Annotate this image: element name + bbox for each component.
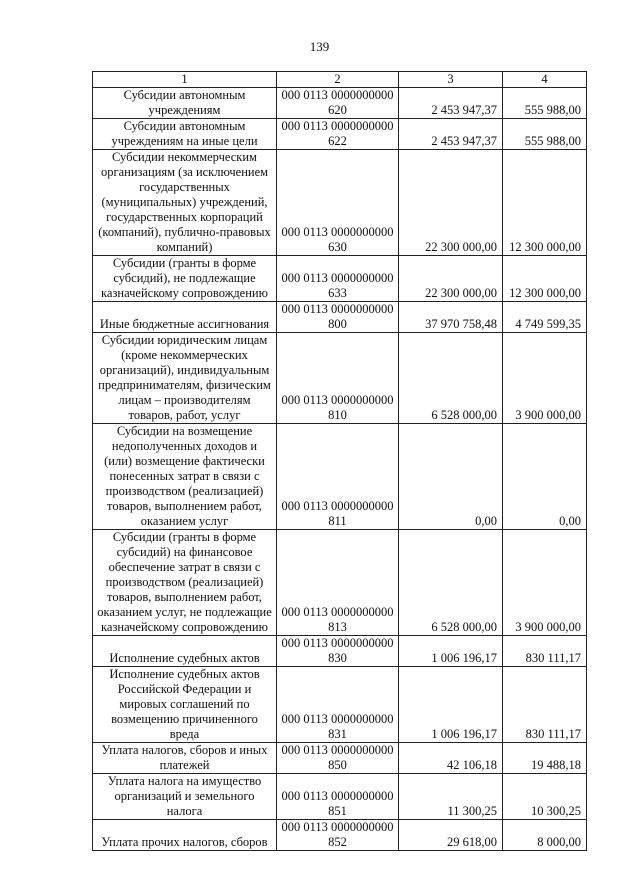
budget-code-line: 813 [328, 620, 347, 634]
table-row [93, 119, 587, 150]
column-header-4: 4 [503, 72, 587, 88]
table-row [93, 530, 587, 636]
budget-code-cell [277, 530, 399, 636]
expense-name-line: Субсидии автономным [123, 88, 246, 102]
budget-code-line: 000 0113 0000000000 [281, 302, 394, 316]
amount-column-3-cell: 2 453 947,37 [399, 119, 503, 150]
budget-code-cell [277, 424, 399, 530]
table-row [93, 302, 587, 333]
expense-name-line: Уплата прочих налогов, сборов [101, 835, 268, 849]
expense-name-line: Иные бюджетные ассигнования [99, 317, 270, 331]
expense-name-cell [93, 119, 277, 150]
expense-name-cell [93, 820, 277, 851]
amount-column-4-cell: 830 111,17 [503, 667, 587, 743]
table-row [93, 256, 587, 302]
expense-name-line: (компаний), публично-правовых [98, 225, 271, 239]
expense-name-line: организаций и земельного [114, 789, 255, 803]
column-header-1: 1 [93, 72, 277, 88]
expense-name-line: Субсидии (гранты в форме [112, 256, 257, 270]
amount-column-3-cell: 1 006 196,17 [399, 636, 503, 667]
table-row [93, 333, 587, 424]
amount-column-3-cell: 37 970 758,48 [399, 302, 503, 333]
budget-code-line: 000 0113 0000000000 [281, 225, 394, 239]
budget-code-cell [277, 774, 399, 820]
expense-name-line: товаров, выполнением работ, [107, 499, 262, 513]
expense-name-line: субсидий) на финансовое [116, 545, 253, 559]
table-header-row [93, 72, 587, 88]
amount-column-4-cell: 12 300 000,00 [503, 256, 587, 302]
budget-code-line: 000 0113 0000000000 [281, 636, 394, 650]
expense-name-line: Российской Федерации и [117, 682, 252, 696]
expense-name-line: государственных [139, 180, 230, 194]
table-row [93, 743, 587, 774]
expense-name-cell [93, 150, 277, 256]
expense-name-line: предпринимателям, физическим [98, 378, 271, 392]
amount-column-4-cell: 10 300,25 [503, 774, 587, 820]
expense-name-line: Субсидии (гранты в форме [112, 530, 257, 544]
expense-name-line: оказанием услуг [140, 514, 229, 528]
expense-name-line: недополученных доходов и [111, 439, 258, 453]
expense-name-cell [93, 333, 277, 424]
budget-code-cell [277, 256, 399, 302]
expense-name-line: производством (реализацией) [105, 484, 264, 498]
expense-name-line: организаций), индивидуальным [99, 363, 270, 377]
expense-name-cell [93, 88, 277, 119]
expense-name-line: обеспечение затрат в связи с [108, 560, 261, 574]
expense-name-line: Уплата налога на имущество [107, 774, 262, 788]
budget-table [92, 71, 587, 851]
expense-name-line: (муниципальных) учреждений, [101, 195, 268, 209]
amount-column-4-cell: 3 900 000,00 [503, 333, 587, 424]
expense-name-line: казначейскому сопровождению [101, 620, 268, 634]
budget-code-cell [277, 667, 399, 743]
expense-name-line: субсидий), не подлежащие [113, 271, 256, 285]
expense-name-line: налога [166, 804, 203, 818]
expense-name-cell [93, 667, 277, 743]
expense-name-line: Субсидии некоммерческим [112, 150, 257, 164]
page-number: 139 [309, 39, 330, 54]
budget-code-line: 811 [328, 514, 347, 528]
budget-code-line: 620 [328, 103, 347, 117]
expense-name-line: оказанием услуг, не подлежащие [97, 605, 272, 619]
expense-name-cell [93, 774, 277, 820]
budget-code-line: 622 [328, 134, 347, 148]
amount-column-3-cell: 29 618,00 [399, 820, 503, 851]
expense-name-cell [93, 424, 277, 530]
expense-name-line: вреда [169, 727, 200, 741]
expense-name-line: учреждениям [148, 103, 221, 117]
budget-code-line: 810 [328, 408, 347, 422]
budget-code-line: 000 0113 0000000000 [281, 119, 394, 133]
expense-name-line: учреждениям на иные цели [111, 134, 258, 148]
expense-name-line: организациям (за исключением [100, 165, 269, 179]
budget-code-line: 000 0113 0000000000 [281, 820, 394, 834]
table-row [93, 667, 587, 743]
column-header-2: 2 [277, 72, 399, 88]
amount-column-3-cell: 6 528 000,00 [399, 333, 503, 424]
table-row [93, 636, 587, 667]
budget-code-line: 000 0113 0000000000 [281, 393, 394, 407]
expense-name-line: понесенных затрат в связи с [109, 469, 260, 483]
expense-name-cell [93, 302, 277, 333]
budget-code-line: 852 [328, 835, 347, 849]
table-row [93, 774, 587, 820]
amount-column-4-cell: 4 749 599,35 [503, 302, 587, 333]
expense-name-line: (или) возмещение фактически [104, 454, 265, 468]
amount-column-4-cell: 19 488,18 [503, 743, 587, 774]
budget-code-cell [277, 150, 399, 256]
budget-code-cell [277, 636, 399, 667]
budget-code-cell [277, 820, 399, 851]
column-header-3: 3 [399, 72, 503, 88]
budget-code-line: 630 [328, 240, 347, 254]
budget-code-line: 000 0113 0000000000 [281, 789, 394, 803]
expense-name-cell [93, 256, 277, 302]
budget-code-cell [277, 119, 399, 150]
budget-code-line: 830 [328, 651, 347, 665]
table-row [93, 820, 587, 851]
budget-code-line: 831 [328, 727, 347, 741]
amount-column-3-cell: 1 006 196,17 [399, 667, 503, 743]
expense-name-cell [93, 743, 277, 774]
expense-name-line: возмещению причиненного [111, 712, 258, 726]
amount-column-3-cell: 11 300,25 [399, 774, 503, 820]
expense-name-line: (кроме некоммерческих [121, 348, 248, 362]
amount-column-3-cell: 22 300 000,00 [399, 256, 503, 302]
budget-code-line: 800 [328, 317, 347, 331]
amount-column-4-cell: 8 000,00 [503, 820, 587, 851]
amount-column-3-cell: 0,00 [399, 424, 503, 530]
expense-name-line: Уплата налогов, сборов и иных [101, 743, 268, 757]
amount-column-3-cell: 42 106,18 [399, 743, 503, 774]
budget-code-line: 000 0113 0000000000 [281, 499, 394, 513]
budget-code-line: 000 0113 0000000000 [281, 88, 394, 102]
budget-code-line: 000 0113 0000000000 [281, 605, 394, 619]
expense-name-cell [93, 636, 277, 667]
table-row [93, 150, 587, 256]
table-row [93, 88, 587, 119]
expense-name-line: платежей [159, 758, 210, 772]
budget-code-line: 000 0113 0000000000 [281, 712, 394, 726]
amount-column-4-cell: 3 900 000,00 [503, 530, 587, 636]
budget-code-cell [277, 302, 399, 333]
expense-name-line: казначейскому сопровождению [101, 286, 268, 300]
expense-name-line: Исполнение судебных актов [109, 651, 260, 665]
budget-code-cell [277, 333, 399, 424]
expense-name-line: производством (реализацией) [105, 575, 264, 589]
expense-name-cell [93, 530, 277, 636]
expense-name-line: мировых соглашений по [119, 697, 250, 711]
amount-column-4-cell: 12 300 000,00 [503, 150, 587, 256]
expense-name-line: товаров, выполнением работ, [107, 590, 262, 604]
amount-column-3-cell: 22 300 000,00 [399, 150, 503, 256]
amount-column-4-cell: 830 111,17 [503, 636, 587, 667]
expense-name-line: Субсидии автономным [123, 119, 246, 133]
budget-code-cell [277, 88, 399, 119]
budget-code-line: 850 [328, 758, 347, 772]
amount-column-4-cell: 555 988,00 [503, 119, 587, 150]
expense-name-line: государственных корпораций [106, 210, 263, 224]
expense-name-line: Исполнение судебных актов [109, 667, 260, 681]
budget-code-line: 633 [328, 286, 347, 300]
expense-name-line: товаров, работ, услуг [128, 408, 241, 422]
amount-column-4-cell: 0,00 [503, 424, 587, 530]
budget-code-line: 000 0113 0000000000 [281, 743, 394, 757]
amount-column-4-cell: 555 988,00 [503, 88, 587, 119]
amount-column-3-cell: 2 453 947,37 [399, 88, 503, 119]
amount-column-3-cell: 6 528 000,00 [399, 530, 503, 636]
expense-name-line: Субсидии на возмещение [116, 424, 253, 438]
budget-code-line: 000 0113 0000000000 [281, 271, 394, 285]
expense-name-line: компаний) [156, 240, 213, 254]
budget-code-line: 851 [328, 804, 347, 818]
budget-code-cell [277, 743, 399, 774]
expense-name-line: Субсидии юридическим лицам [101, 333, 268, 347]
table-row [93, 424, 587, 530]
expense-name-line: лицам – производителям [118, 393, 251, 407]
